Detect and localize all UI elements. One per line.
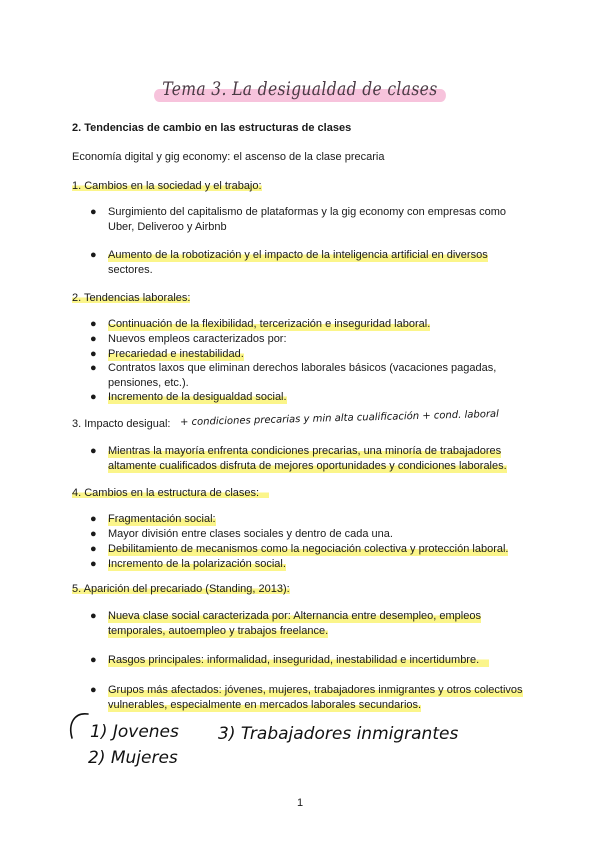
handwritten-note: + condiciones precarias y min alta cualificación + cond. laboral (179, 408, 500, 429)
bullet-icon: ● (90, 528, 97, 540)
s5-heading: 5. Aparición del precariado (Standing, 2013): (72, 583, 290, 595)
bullet-icon: ● (90, 445, 97, 457)
s3-heading: 3. Impacto desigual: (72, 418, 171, 430)
bullet-icon: ● (90, 684, 97, 696)
handwritten-item-1: 1) Jovenes (90, 722, 179, 742)
s1-heading: 1. Cambios en la sociedad y el trabajo: (72, 180, 262, 192)
title-container (0, 78, 600, 100)
subtitle: Economía digital y gig economy: el ascenso de la clase precaria (72, 151, 385, 163)
s2-heading: 2. Tendencias laborales: (72, 292, 191, 304)
bullet-icon: ● (90, 348, 97, 360)
handwritten-item-3: 3) Trabajadores inmigrantes (218, 724, 459, 744)
bullet-icon: ● (90, 558, 97, 570)
document-page: Tema 3. La desigualdad de clases 2. Tendencias de cambio en las estructuras de clases Economía digital y gig economy: el ascenso de la clase precaria 1. Cambios en la sociedad y el trabajo: ● Surgimiento del capitalismo de plataformas y la gig economy con empresas como Uber, Deliveroo y Airbnb ● Aumento de la robotización y el impacto de la inteligencia artificial en diversos sectores. 2. Tendencias laborales: ● Continuación de la flexibilidad, tercerización e inseguridad laboral. ● Nuevos empleos caracterizados por: ● Precariedad e inestabilidad. ● Contratos laxos que eliminan derechos laborales básicos (vacaciones pagadas, pensiones, etc.). ● Incremento de la desigualdad social. 3. Impacto desigual: + condiciones precarias y min alta cualificación + cond. laboral ● Mientras la mayoría enfrenta condiciones precarias, una minoría de trabajadores altamente cualificados disfruta de mejores oportunidades y condiciones laborales. 4. Cambios en la estructura de clases: ● Fragmentación social: ● Mayor división entre clases sociales y dentro de cada una. ● Debilitamiento de mecanismos como la negociación colectiva y protección laboral. ● Incremento de la polarización social. 5. Aparición del precariado (Standing, 2013): ● Nueva clase social caracterizada por: Alternancia entre desempleo, empleos temporales, autoempleo y trabajos freelance. ● Rasgos principales: informalidad, inseguridad, inestabilidad e incertidumbre. ● Grupos más afectados: jóvenes, mujeres, trabajadores inmigrantes y otros colectivos vulnerables, especialmente en mercados laborales secundarios. 1) Jovenes 3) Trabajadores inmigrantes 2) Mujeres 1 (0, 0, 600, 848)
handwritten-item-2: 2) Mujeres (88, 748, 178, 768)
s4-heading: 4. Cambios en la estructura de clases: (72, 486, 269, 501)
bullet-icon: ● (90, 333, 97, 345)
bullet-icon: ● (90, 610, 97, 622)
page-title: Tema 3. La desigualdad de clases (156, 78, 444, 100)
section-heading: 2. Tendencias de cambio en las estructuras de clases (72, 122, 352, 134)
bullet-icon: ● (90, 318, 97, 330)
bullet-icon: ● (90, 654, 97, 666)
bullet-icon: ● (90, 362, 97, 374)
bullet-icon: ● (90, 391, 97, 403)
page-number: 1 (296, 797, 304, 809)
bullet-icon: ● (90, 543, 97, 555)
bullet-icon: ● (90, 513, 97, 525)
bullet-icon: ● (90, 206, 97, 218)
bullet-icon: ● (90, 249, 97, 261)
